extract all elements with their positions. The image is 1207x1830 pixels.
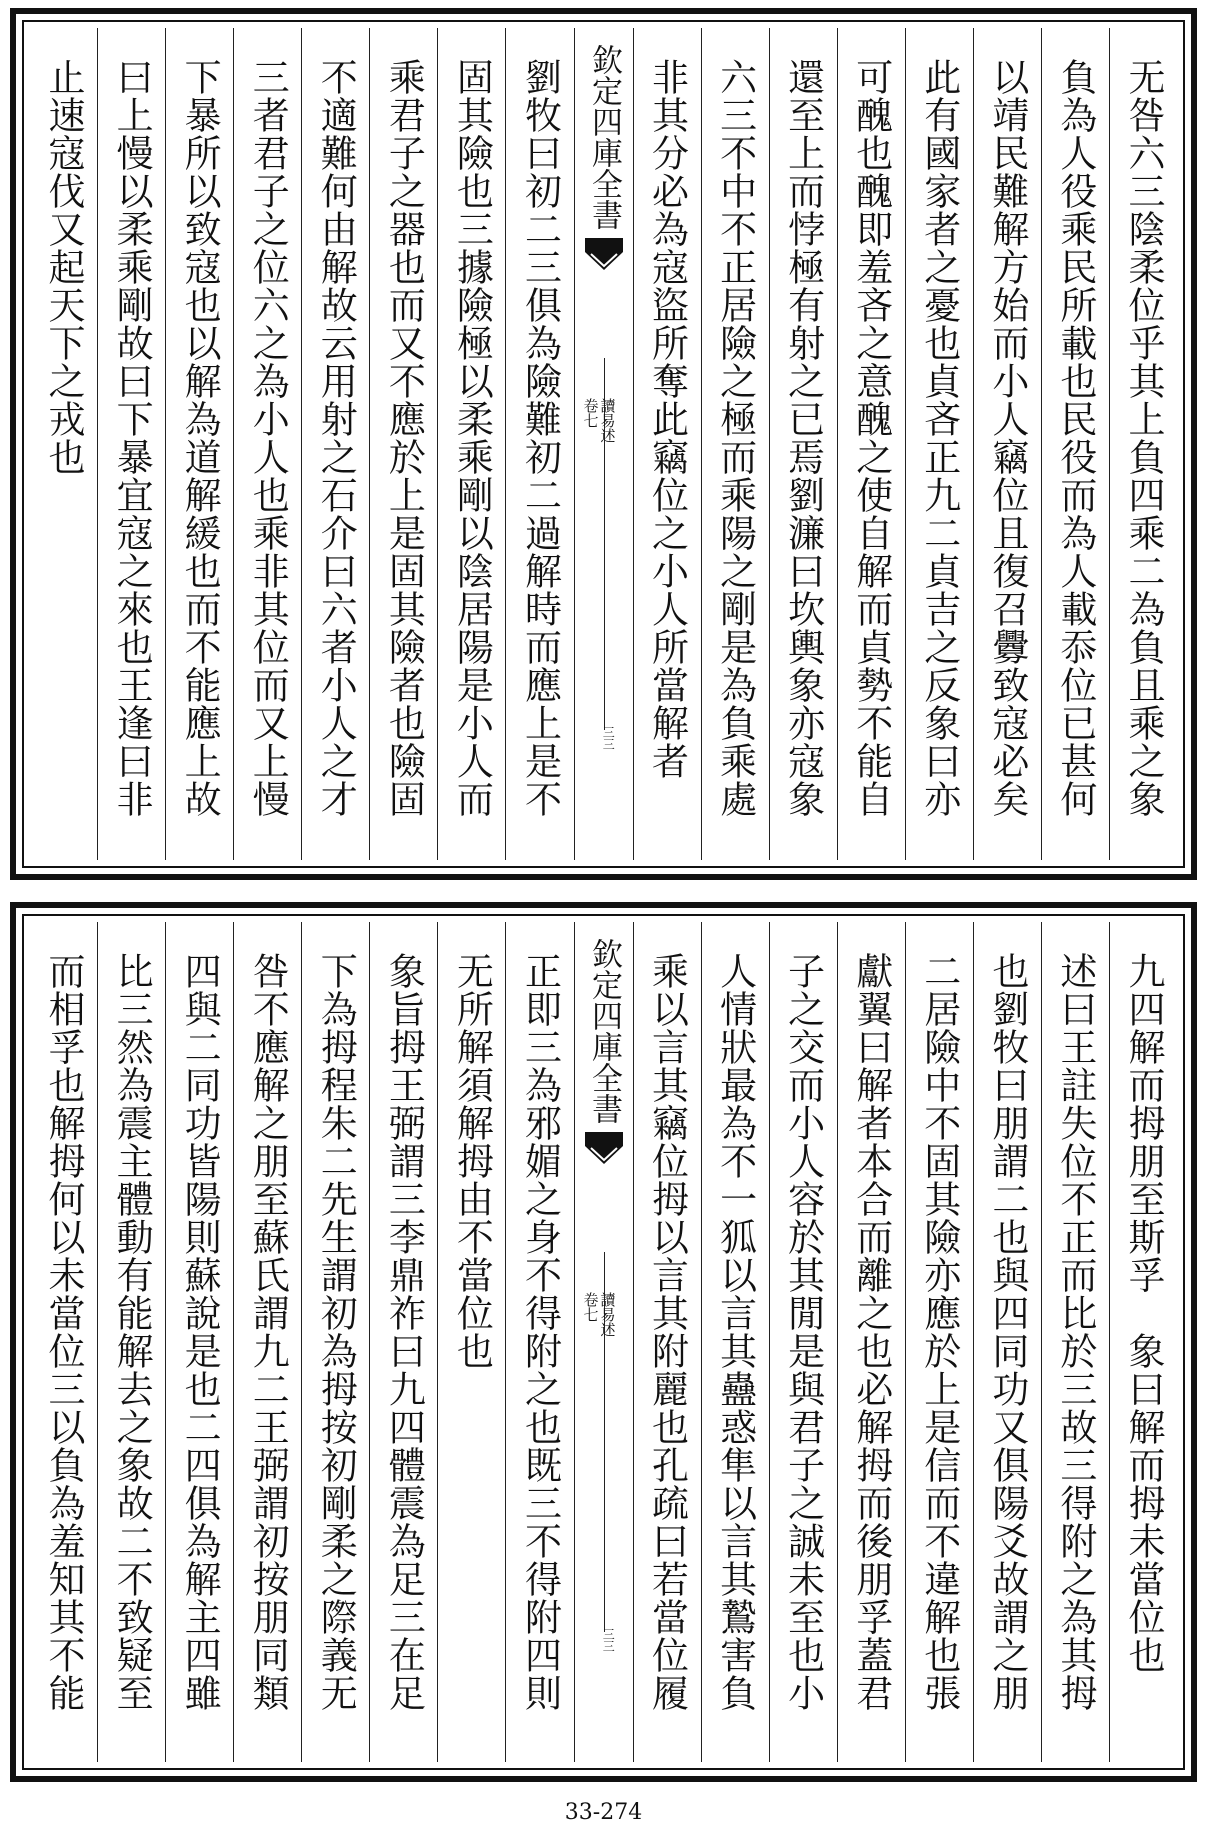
text-column <box>505 922 573 1762</box>
text-column <box>437 28 505 860</box>
book-header: 欽定四庫全書 <box>586 938 622 1124</box>
column-text: 以靖民難解方始而小人竊位且復召釁致寇必矣 <box>985 58 1029 818</box>
leaf-number: 三三 <box>601 1628 616 1652</box>
column-text: 乘以言其竊位拇以言其附麗也孔疏曰若當位履 <box>645 952 689 1712</box>
column-text: 咎不應解之朋至蘇氏謂九二王弼謂初按朋同類 <box>246 952 290 1712</box>
column-text: 止速寇伐又起天下之戎也 <box>42 58 86 476</box>
column-text: 不適難何由解故云用射之石介曰六者小人之才 <box>314 58 358 818</box>
volume-title: 讀易述 <box>598 1292 617 1337</box>
column-text: 子之交而小人容於其閒是與君子之誠未至也小 <box>781 952 825 1712</box>
column-text: 下為拇程朱二先生謂初為拇按初剛柔之際義无 <box>314 952 358 1712</box>
column-text: 劉牧曰初二三俱為險難初二過解時而應上是不 <box>518 58 562 818</box>
text-column <box>701 28 769 860</box>
text-column <box>233 922 301 1762</box>
column-text: 无所解須解拇由不當位也 <box>450 952 494 1370</box>
volume-label <box>583 398 615 443</box>
text-column <box>233 28 301 860</box>
text-column <box>165 922 233 1762</box>
center-fold-column <box>574 922 633 1762</box>
column-text: 而相孚也解拇何以未當位三以負為羞知其不能 <box>42 952 86 1712</box>
text-column <box>30 922 97 1762</box>
text-column <box>369 922 437 1762</box>
lower-page <box>10 902 1197 1782</box>
text-column <box>369 28 437 860</box>
volume-number: 卷七 <box>581 398 600 428</box>
column-text: 可醜也醜即羞吝之意醜之使自解而貞勢不能自 <box>849 58 893 818</box>
column-text: 乘君子之器也而又不應於上是固其險者也險固 <box>382 58 426 818</box>
upper-text-columns <box>30 28 1177 860</box>
leaf-number: 三三 <box>601 726 616 750</box>
text-column <box>633 922 701 1762</box>
column-text: 非其分必為寇盜所奪此竊位之小人所當解者 <box>645 58 689 780</box>
text-column <box>301 28 369 860</box>
center-fold-column <box>574 28 633 860</box>
text-column <box>1041 922 1109 1762</box>
column-text: 獻翼曰解者本合而離之也必解拇而後朋孚蓋君 <box>849 952 893 1712</box>
text-column <box>165 28 233 860</box>
text-column <box>301 922 369 1762</box>
column-text: 六三不中不正居險之極而乘陽之剛是為負乘處 <box>713 58 757 818</box>
column-text: 下暴所以致寇也以解為道解緩也而不能應上故 <box>178 58 222 818</box>
column-text: 二居險中不固其險亦應於上是信而不違解也張 <box>917 952 961 1712</box>
text-column <box>30 28 97 860</box>
column-text: 負為人役乘民所載也民役而為人載忝位已甚何 <box>1053 58 1097 818</box>
column-text: 人情狀最為不一狐以言其蠱惑隼以言其鷙害負 <box>713 952 757 1712</box>
text-column <box>505 28 573 860</box>
column-text: 象旨拇王弼謂三李鼎祚曰九四體震為足三在足 <box>382 952 426 1712</box>
text-column <box>837 28 905 860</box>
fish-tail-mark-icon <box>583 1130 625 1170</box>
text-column <box>769 922 837 1762</box>
fish-tail-mark-icon <box>583 236 625 276</box>
text-column <box>97 922 165 1762</box>
column-text: 曰上慢以柔乘剛故曰下暴宜寇之來也王逢曰非 <box>110 58 154 818</box>
column-text: 无咎六三陰柔位乎其上負四乘二為負且乘之象 <box>1121 58 1165 818</box>
text-column <box>837 922 905 1762</box>
text-column <box>905 28 973 860</box>
volume-label <box>583 1292 615 1337</box>
column-text: 九四解而拇朋至斯孚 象曰解而拇未當位也 <box>1121 952 1165 1674</box>
lower-text-columns <box>30 922 1177 1762</box>
column-text: 四與二同功皆陽則蘇說是也二四俱為解主四雖 <box>178 952 222 1712</box>
column-text: 述曰王註失位不正而比於三故三得附之為其拇 <box>1053 952 1097 1712</box>
text-column <box>973 28 1041 860</box>
text-column <box>633 28 701 860</box>
column-text: 三者君子之位六之為小人也乘非其位而又上慢 <box>246 58 290 818</box>
text-column <box>973 922 1041 1762</box>
text-column <box>905 922 973 1762</box>
upper-page <box>10 8 1197 880</box>
text-column <box>97 28 165 860</box>
page-number-footer: 33-274 <box>564 1800 643 1825</box>
column-text: 也劉牧曰朋謂二也與四同功又俱陽爻故謂之朋 <box>985 952 1029 1712</box>
book-header: 欽定四庫全書 <box>586 44 622 230</box>
volume-number: 卷七 <box>581 1292 600 1322</box>
text-column <box>701 922 769 1762</box>
text-column <box>437 922 505 1762</box>
text-column <box>1109 28 1177 860</box>
column-text: 此有國家者之憂也貞吝正九二貞吉之反象曰亦 <box>917 58 961 818</box>
text-column <box>1041 28 1109 860</box>
column-text: 正即三為邪媚之身不得附之也既三不得附四則 <box>518 952 562 1712</box>
column-text: 還至上而悖極有射之已焉劉濂曰坎輿象亦寇象 <box>781 58 825 818</box>
text-column <box>1109 922 1177 1762</box>
column-text: 比三然為震主體動有能解去之象故二不致疑至 <box>110 952 154 1712</box>
column-text: 固其險也三據險極以柔乘剛以陰居陽是小人而 <box>450 58 494 818</box>
text-column <box>769 28 837 860</box>
volume-title: 讀易述 <box>598 398 617 443</box>
